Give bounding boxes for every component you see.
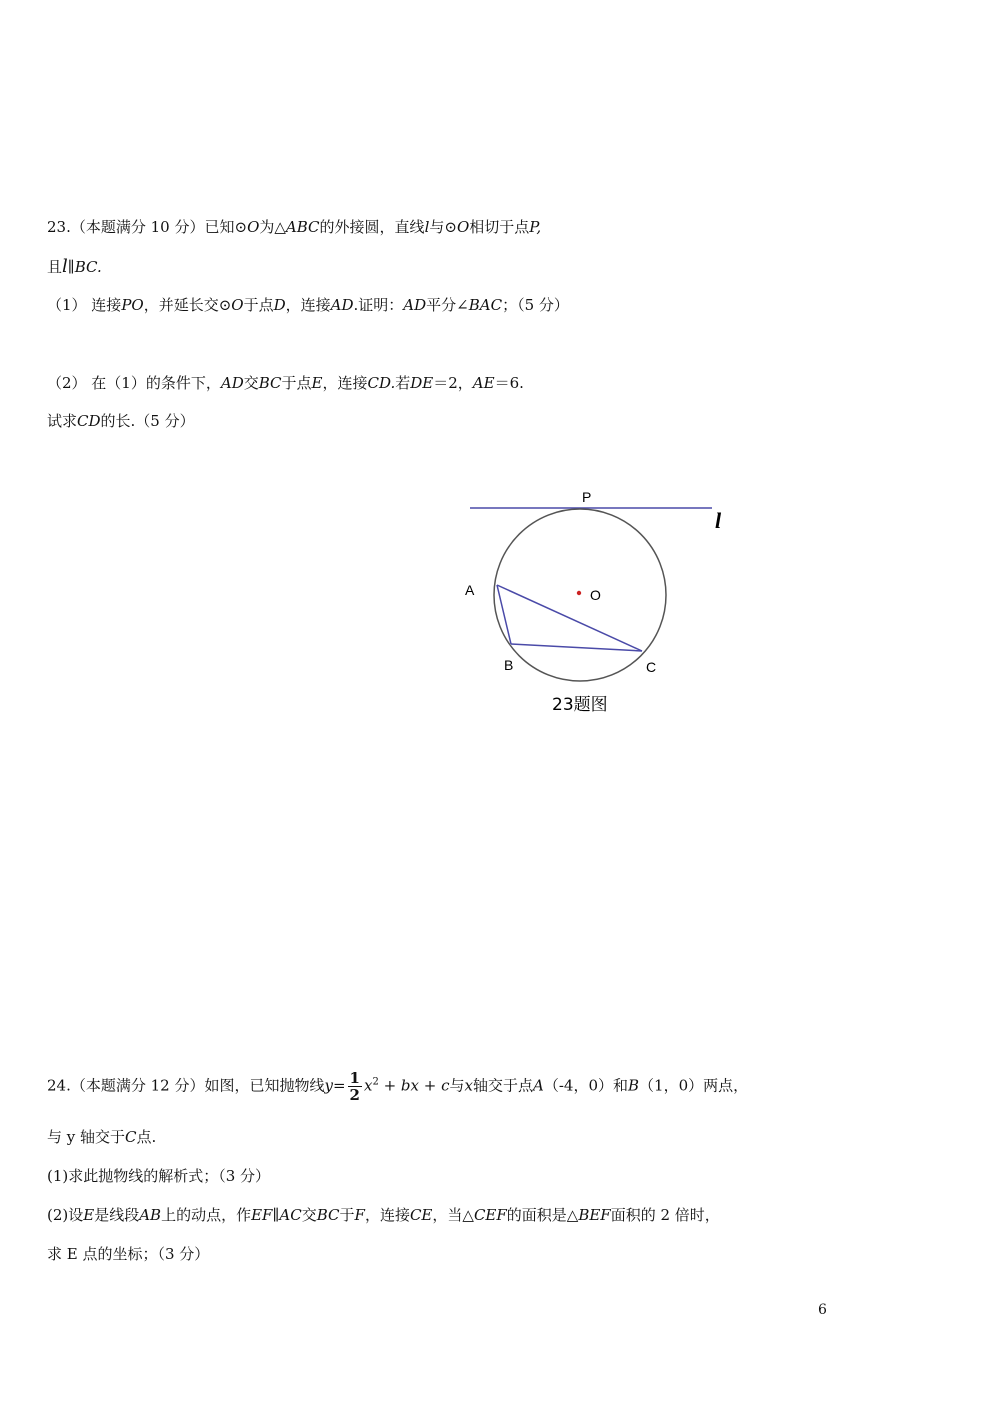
q24-line-2: 与 y 轴交于C点. <box>47 1128 157 1146</box>
q24-part-2: (2)设E是线段AB上的动点，作EF∥AC交BC于F，连接CE，当△CEF的面积是△BEF面积的 2 倍时， <box>47 1206 720 1224</box>
label-o: O <box>590 587 601 603</box>
page-number: 6 <box>818 1302 827 1318</box>
q23-part-2: （2） 在（1）的条件下，AD交BC于点E，连接CD.若DE＝2，AE＝6. <box>47 374 524 392</box>
q23-part-1: （1） 连接PO，并延长交⊙O于点D，连接AD.证明：AD平分∠BAC；（5 分） <box>47 296 569 314</box>
figure-caption: 23题图 <box>552 695 608 715</box>
q24-part-2-cont: 求 E 点的坐标；（3 分） <box>47 1245 210 1263</box>
label-l: l <box>715 508 722 533</box>
label-a: A <box>465 582 475 598</box>
q23-figure <box>460 480 750 720</box>
q24-line-1: 24.（本题满分 12 分）如图，已知抛物线y= $\frac{1}{2}$ $x^2$ + bx + c与x轴交于点A（-4，0）和B（1，0）两点， <box>47 1069 749 1104</box>
fraction-one-half: $\frac{1}{2}$ <box>349 1069 360 1104</box>
segment-ac <box>497 585 642 651</box>
q23-part-2-cont: 试求CD的长.（5 分） <box>47 412 195 430</box>
label-b: B <box>504 657 514 673</box>
label-p: P <box>582 489 592 505</box>
label-c: C <box>646 659 657 675</box>
center-point-o <box>577 591 581 595</box>
q23-line-1: 23.（本题满分 10 分）已知⊙O为△ABC的外接圆，直线l与⊙O相切于点P, <box>47 218 542 236</box>
q24-part-1: (1)求此抛物线的解析式；（3 分） <box>47 1167 271 1185</box>
segment-bc <box>511 644 642 651</box>
q23-line-2: 且l∥BC. <box>47 256 102 277</box>
